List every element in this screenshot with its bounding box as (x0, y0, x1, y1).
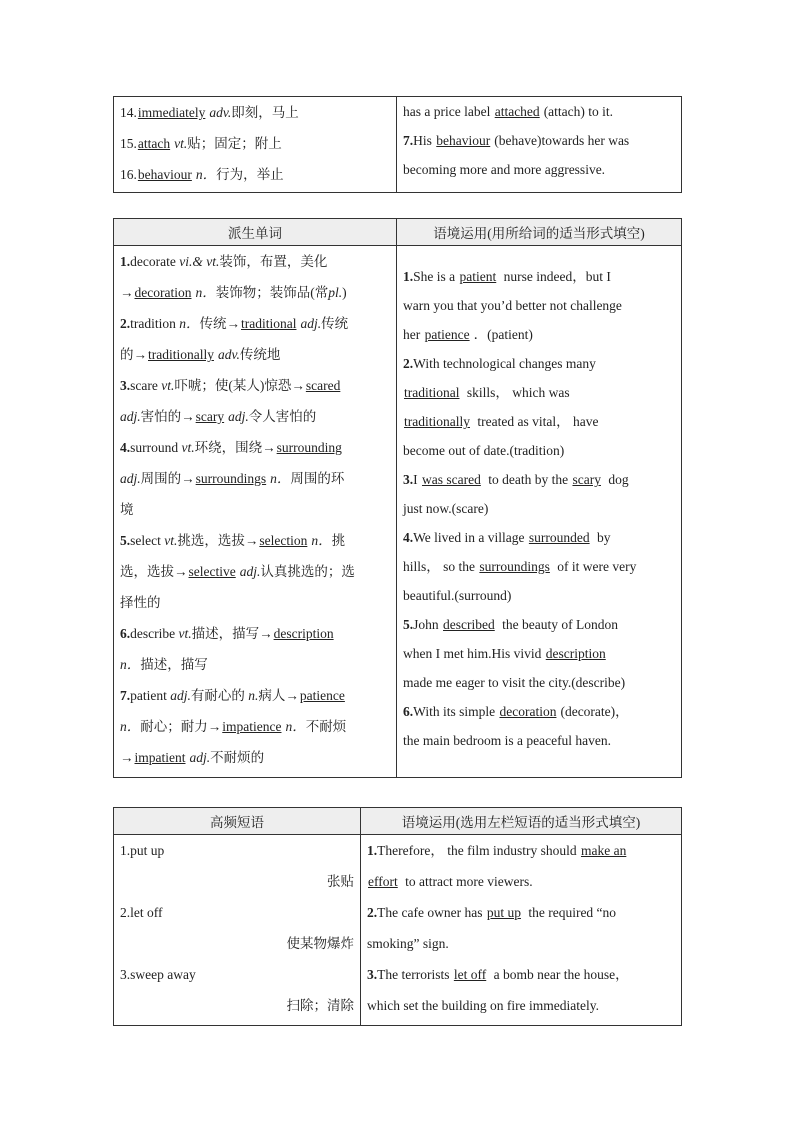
answer-blank: impatience (222, 719, 282, 734)
sentence-line: 2.The cafe owner has put up the required “no (367, 905, 617, 920)
answer-blank: was scared (422, 472, 481, 487)
sentence-line: become out of date.(tradition) (403, 443, 565, 458)
phrase-meaning: 张贴 (327, 874, 354, 889)
table-header-row (114, 808, 682, 835)
answer-blank: described (443, 617, 495, 632)
list-item: 的→traditionally adv.传统地 (120, 347, 281, 362)
list-item: n．描述，描写 (120, 657, 208, 672)
answer-blank: traditionally (404, 414, 470, 429)
sentence-line: 1.She is a patient nurse indeed，but I (403, 269, 611, 284)
answer-blank: surrounding (276, 440, 342, 455)
derived-words-table (113, 218, 682, 778)
list-item: adj.周围的→surroundings n．周围的环 (120, 471, 345, 486)
answer-blank: patience (424, 327, 470, 342)
answer-blank: selective (188, 564, 236, 579)
sentence-line: when I met him.His vivid description (403, 639, 675, 668)
answer-blank: behaviour (137, 167, 192, 182)
sentence-line: hills， so the surroundings of it were very (403, 559, 637, 574)
answer-blank: traditional (241, 316, 297, 331)
sentence-line: warn you that you’d better not challenge (403, 298, 622, 313)
answer-blank: attach (137, 136, 171, 151)
derived-word-list (114, 246, 397, 778)
list-item: 3.scare vt.吓唬；使(某人)惊恐→scared (120, 370, 390, 401)
phrase-item: 3.sweep away (120, 967, 196, 982)
column-header: 派生单词 (114, 219, 397, 246)
answer-blank: surrounded (528, 530, 590, 545)
sentence-line: 3.I was scared to death by the scary dog (403, 472, 629, 487)
phrase-meaning: 使某物爆炸 (286, 936, 354, 951)
sentence-line: effort to attract more viewers. (368, 874, 533, 889)
list-item: n．耐心；耐力→impatience n．不耐烦 (120, 719, 347, 734)
answer-blank: put up (486, 905, 521, 920)
sentence-line: her patience ．(patient) (403, 327, 533, 342)
sentence-line: just now.(scare) (403, 501, 489, 516)
word-list-cell (114, 97, 397, 193)
phrase-item: 1.put up (120, 843, 165, 858)
list-item: 15.attach vt.贴；固定；附上 (120, 136, 282, 151)
answer-blank: patient (459, 269, 497, 284)
list-item: 5.select vt.挑选，选拔→selection n．挑 (120, 533, 346, 548)
list-item: 4.surround vt.环绕，围绕→surrounding (120, 432, 390, 463)
list-item: 1.decorate vi.& vt.装饰，布置，美化 (120, 254, 328, 269)
answer-blank: scary (572, 472, 601, 487)
list-item: 选，选拔→selective adj.认真挑选的；选 (120, 564, 355, 579)
sentence-line: made me eager to visit the city.(describe) (403, 675, 626, 690)
sentence-line: 2.With technological changes many (403, 356, 596, 371)
sentence-line: has a price label attached (attach) to it. (403, 104, 614, 119)
answer-blank: surroundings (479, 559, 550, 574)
list-item: 境 (120, 502, 134, 517)
sentence-line: which set the building on fire immediately. (367, 998, 599, 1013)
phrase-item: 2.let off (120, 905, 163, 920)
list-item: →decoration n．装饰物；装饰品(常pl.) (120, 285, 347, 300)
sentence-line: 7.His behaviour (behave)towards her was (403, 133, 630, 148)
sentence-line: smoking” sign. (367, 936, 449, 951)
table-row (114, 246, 682, 778)
phrase-usage-cell (361, 835, 682, 1026)
vocab-continuation-table (113, 96, 682, 193)
sentence-line: 3.The terrorists let off a bomb near the house， (367, 967, 629, 982)
list-item: 2.tradition n．传统→traditional adj.传统 (120, 316, 349, 331)
sentence-line: traditionally treated as vital， have (404, 414, 599, 429)
list-item: 6.describe vt.描述，描写→description (120, 618, 390, 649)
context-usage-cell (397, 246, 682, 778)
table-row (114, 97, 682, 193)
sentence-line: 1.Therefore， the film industry should make an (367, 835, 675, 866)
answer-blank: selection (259, 533, 308, 548)
column-header: 语境运用(选用左栏短语的适当形式填空) (361, 808, 682, 835)
sentence-line: 5.John described the beauty of London (403, 617, 618, 632)
sentence-line: the main bedroom is a peaceful haven. (403, 733, 612, 748)
answer-blank: scared (305, 378, 341, 393)
answer-blank: surroundings (195, 471, 267, 486)
column-header: 高频短语 (114, 808, 361, 835)
answer-blank: traditional (404, 385, 460, 400)
answer-blank: description (545, 646, 606, 661)
phrase-meaning: 扫除；清除 (286, 998, 354, 1013)
sentence-line: 4.We lived in a village surrounded by (403, 530, 611, 545)
answer-blank: traditionally (148, 347, 214, 362)
table-header-row (114, 219, 682, 246)
phrases-table (113, 807, 682, 1026)
list-item: 14.immediately adv.即刻，马上 (120, 105, 299, 120)
list-item: 择性的 (120, 595, 161, 610)
answer-blank: description (273, 626, 334, 641)
sentence-line: beautiful.(surround) (403, 588, 512, 603)
answer-blank: let off (453, 967, 487, 982)
answer-blank: impatient (134, 750, 186, 765)
answer-blank: attached (494, 104, 540, 119)
answer-blank: effort (368, 874, 398, 889)
answer-blank: decoration (499, 704, 557, 719)
column-header: 语境运用(用所给词的适当形式填空) (397, 219, 682, 246)
table-row (114, 835, 682, 1026)
phrase-list (114, 835, 361, 1026)
list-item: adj.害怕的→scary adj.令人害怕的 (120, 409, 317, 424)
list-item: 7.patient adj.有耐心的 n.病人→patience (120, 680, 390, 711)
list-item: →impatient adj.不耐烦的 (120, 750, 265, 765)
list-item: 16.behaviour n．行为，举止 (120, 167, 284, 182)
answer-blank: decoration (134, 285, 192, 300)
answer-blank: scary (195, 409, 225, 424)
answer-blank: immediately (137, 105, 206, 120)
answer-blank: behaviour (436, 133, 491, 148)
sentence-line: 6.With its simple decoration (decorate)， (403, 704, 629, 719)
answer-blank: make an (580, 843, 627, 858)
answer-blank: patience (299, 688, 345, 703)
sentence-cell (397, 97, 682, 193)
sentence-line: becoming more and more aggressive. (403, 162, 606, 177)
sentence-line: traditional skills， which was (404, 385, 570, 400)
